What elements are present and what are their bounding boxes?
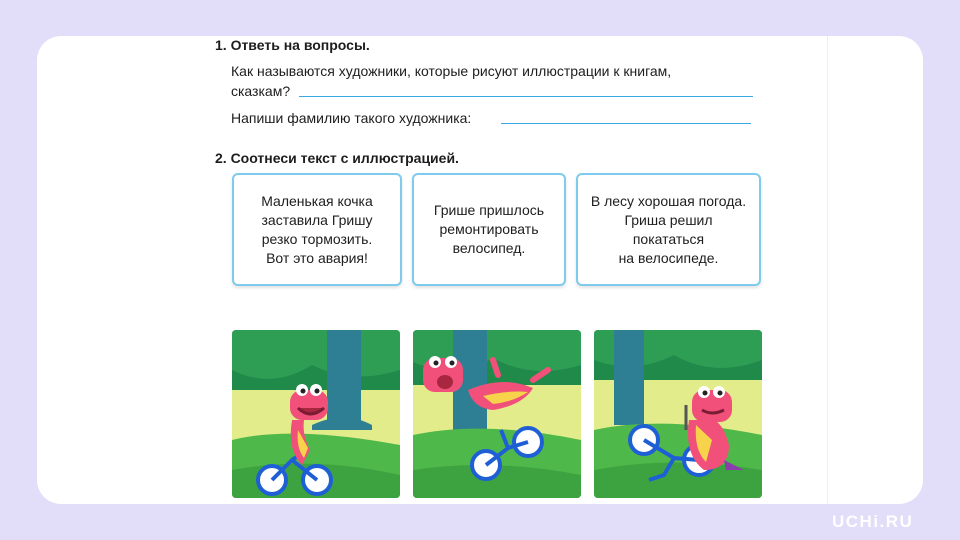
question-1-text-line-3: Напиши фамилию такого художника: (231, 110, 472, 126)
page-edge-divider (827, 36, 828, 504)
illustration-dino-repairing[interactable] (594, 330, 762, 498)
illustration-dino-riding[interactable] (232, 330, 400, 498)
question-1-text-line-2: сказкам? (231, 83, 291, 99)
illustration-dino-falling[interactable] (413, 330, 581, 498)
uchi-ru-logo: UCHi.RU (832, 512, 914, 531)
text-card-2[interactable]: Грише пришлось ремонтировать велосипед. (412, 173, 566, 286)
answer-line-2[interactable] (501, 123, 751, 124)
text-card-1[interactable]: Маленькая кочка заставила Гришу резко тормозить. Вот это авария! (232, 173, 402, 286)
question-1-text-line-1: Как называются художники, которые рисуют иллюстрации к книгам, (231, 63, 672, 79)
question-2-title: 2. Соотнеси текст с иллюстрацией. (215, 150, 459, 166)
worksheet-card (37, 36, 923, 504)
answer-line-1[interactable] (299, 96, 753, 97)
text-card-3[interactable]: В лесу хорошая погода. Гриша решил покататься на велосипеде. (576, 173, 761, 286)
question-1-title: 1. Ответь на вопросы. (215, 37, 370, 53)
